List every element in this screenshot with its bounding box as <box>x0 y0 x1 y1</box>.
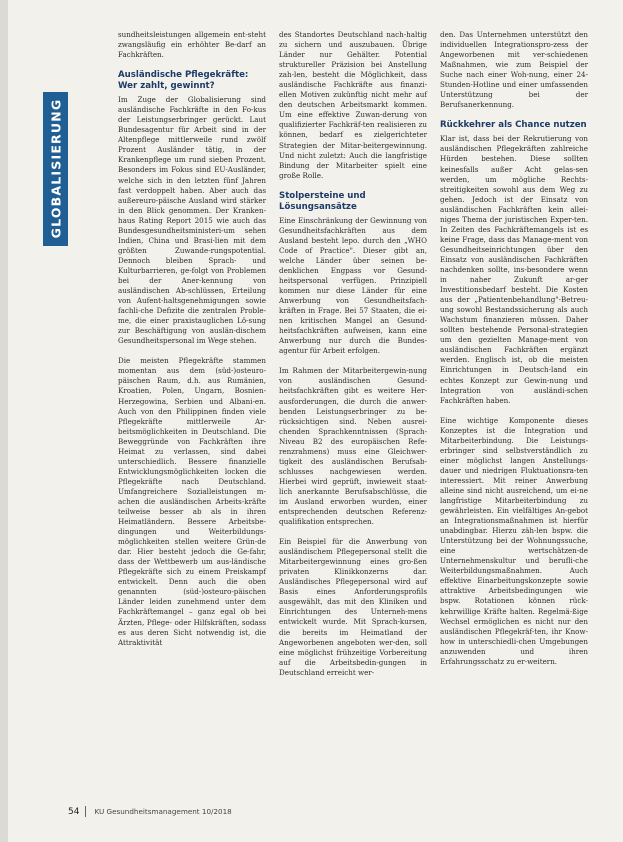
paragraph: Ein Beispiel für die Anwerbung von ausländischem Pflegepersonal stellt die Mitarbeitergewinnung eines gro-ßen privaten Klinikkonzerns dar. Ausländisches Pflegepersonal wird auf Basis eines Anforderungsprofils ausgewählt, das mit den Kliniken und Einrichtungen des Unterneh-mens entwickelt wurde. Mit Sprach-kursen, die bereits im Heimatland der Angeworbenen angeboten wer-den, soll eine möglichst frühzeitige Vorbereitung auf die Arbeitsbedin-gungen in Deutschland erreicht wer- <box>279 537 427 677</box>
paragraph: sundheitsleistungen allgemein ent-steht zwangsläufig ein erhöhter Be-darf an Fachkräften. <box>118 30 266 60</box>
section-heading: Ausländische Pflegekräfte: Wer zahlt, gewinnt? <box>118 70 249 92</box>
section-tab <box>43 92 68 246</box>
section-heading: Stolpersteine und Lösungsansätze <box>279 190 366 212</box>
paragraph: Im Zuge der Globalisierung sind ausländische Fachkräfte in den Fo-kus der Leistungserbringer gerückt. Laut Bundesagentur für Arbeit sind in der Altenpflege mittlerweile rund zwölf Prozent Ausländer tätig, in der Krankenpflege um rund sieben Prozent. Besonders im Fokus sind EU-Ausländer, welche sich in den letzten fünf Jahren fast verdoppelt haben. Aber auch das außereuro-päische Ausland wird stärker in den Blick genommen. Der Kranken-haus Rating Report 2015 wie auch das Bundesgesundheitsministeri-um sehen Indien, China und Brasi-lien mit dem größten Zuwande-rungspotential. Dennoch bleiben Sprach- und Kulturbarrieren, ge-folgt von Problemen bei der Aner-kennung von ausländischen Ab-schlüssen, Erteilung von Aufent-haltsgenehmigungen sowie fachli-che Defizite die zentralen Proble-me, die einer praxistauglichen Lö-sung zur Beschäftigung von auslän-dischem Gesundheitspersonal im Wege stehen. <box>118 95 266 346</box>
footer-divider <box>85 806 86 817</box>
text-column-2 <box>279 30 427 688</box>
text-column-3 <box>440 30 588 677</box>
paragraph: den. Das Unternehmen unterstützt den individuellen Integrationspro-zess der Angeworbenen mit ver-schiedenen Maßnahmen, wie zum Beispiel der Suche nach einer Woh-nung, einer 24-Stunden-Hotline und einer umfassenden Unterstützung bei der Berufsanerkennung. <box>440 30 588 110</box>
paragraph: des Standortes Deutschland nach-haltig zu sichern und auszubauen. Übrige Länder nur Gehälter. Potential struktureller Präzision bei Anstellung zah-len, besteht die Möglichkeit, dass ausländische Fachkräfte aus finanzi-ellen Motiven zukünftig nicht mehr auf den deutschen Arbeitsmarkt kommen. Um eine effektive Zuwan-derung von qualifizierter Fachkräf-ten realisieren zu können, bedarf es zielgerichteter Strategien der Mitar-beitergewinnung. Und nicht zuletzt: Auch die langfristige Bindung der Mitarbeiter spielt eine große Rolle. <box>279 30 427 180</box>
section-heading: Rückkehrer als Chance nutzen <box>440 120 587 131</box>
paragraph: Eine Einschränkung der Gewinnung von Gesundheitsfachkräften aus dem Ausland besteht lepo. durch den „WHO Code of Practice". Dieser gibt an, welche Länder über seinen be-denklichen Engpass vor Gesund-heitspersonal verfügen. Prinzipiell kommen nur diese Länder für eine Anwerbung von Gesundheitsfach-kräften in Frage. Bei 57 Staaten, die ei-nen kritischen Mangel an Gesund-heitsfachkräften aufweisen, kann eine Anwerbung nur durch die Bundes-agentur für Arbeit erfolgen. <box>279 215 427 356</box>
section-tab-label: GLOBALISIERUNG <box>48 98 64 239</box>
paragraph: Im Rahmen der Mitarbeitergewin-nung von ausländischen Gesund-heitsfachkräften gibt es weitere Her-ausforderungen, die durch die anwer-benden Leistungserbringer zu be-rücksichtigen sind. Neben ausrei-chenden Sprachkenntnissen (Sprach-Niveau B2 des europäischen Refe-renzrahmens) muss eine Gleichwer-tigkeit des ausländischen Berufsab-schlusses nachgewiesen werden. Hierbei wird geprüft, inwieweit staat-lich anerkannte Berufsabschlüsse, die im Ausland erworben wurden, einer entsprechenden deutschen Referenz-qualifikation entsprechen. <box>279 366 427 527</box>
page-number: 54 <box>68 806 80 817</box>
document-page <box>8 0 623 842</box>
page-footer <box>68 806 232 817</box>
paragraph: Die meisten Pflegekräfte stammen momentan aus dem (süd-)osteuro-päischen Raum, d.h. aus Rumänien, Kroatien, Polen, Ungarn, Bosnien-Herzegowina, Serbien und Albani-en. Auch von den Philippinen finden viele Pflegekräfte mittlerweile Ar-beitsmöglichkeiten in Deutschland. Die Beweggründe von Fachkräften ihre Heimat zu verlassen, sind dabei unterschiedlich. Bessere finanzielle Entwicklungsmöglichkeiten locken die Pflegekräfte nach Deutschland. Umfangreichere Sozialleistungen m-achen die ausländischen Arbeits-kräfte teilweise besser ab als in ihren Heimatländern. Bessere Arbeitsbe-dingungen und Weiterbildungs-möglichkeiten stellen weitere Grün-de dar. Hier besteht jedoch die Ge-fahr, dass der Wettbewerb um aus-ländische Pflegekräfte sich zu einem Preiskampf entwickelt. Denn auch die oben genannten (süd-)osteuro-päischen Länder leiden zunehmend unter dem Fachkräftemangel – ganz egal ob bei Ärzten, Pflege- oder Hilfskräften, sodass es aus deren Sicht notwendig ist, die Attraktivität <box>118 356 266 647</box>
paragraph: Klar ist, dass bei der Rekrutierung von ausländischen Pflegekräften zahlreiche Hürden bestehen. Diese sollten keinesfalls außer Acht gelas-sen werden, um mögliche Rechts-streitigkeiten sowohl aus dem Weg zu gehen. Jedoch ist der Einsatz von ausländischen Fachkräften kein allei-niges Thema der juristischen Exper-ten. In Zeiten des Fachkräftemangels ist es keine Frage, dass das Manage-ment von Gesundheitseinrichtungen über den Einsatz von ausländischen Fachkräften nachdenken sollte, ins-besondere wenn in naher Zukunft ar-ger Investitionsbedarf besteht. Die Kosten aus der „Patientenbehandlung"-Betreu-ung sowohl Bestandssicherung als auch Wachstum finanzieren müssen. Daher sollten bestehende Personal-strategien um den gezielten Manage-ment von ausländischen Fachkräften ergänzt werden. Englisch ist, ob die meisten Einrichtungen in Deutsch-land ein echtes Konzept zur Gewin-nung und Integration von ausländi-schen Fachkräften haben. <box>440 134 588 405</box>
paragraph: Eine wichtige Komponente dieses Konzeptes ist die Integration und Mitarbeiterbindung. Die Leistungs-erbringer sind selbstverständlich zu einer möglichst langen Anstellungs-dauer und niedrigen Fluktuationsra-ten interessiert. Mit reiner Anwerbung alleine sind nicht ausreichend, um ei-ne langfristige Mitarbeiterbindung zu gewährleisten. Ein vielfältiges An-gebot an Integrationsmaßnahmen ist hierfür unabdingbar. Hierzu zäh-len bspw. die Unterstützung bei der Wohnungssuche, eine wertschätzen-de Unternehmenskultur und berufli-che Weiterbildungsmaßnahmen. Auch effektive Einarbeitungskonzepte sowie attraktive Arbeitsbedingungen wie bspw. Rotationen können rück-kehrwillige Kräfte halten. Regelmä-ßige Wechsel ermöglichen es nicht nur den ausländischen Pflegekräf-ten, ihr Know-how in unterschiedli-chen Umgebungen anzuwenden und ihren Erfahrungsschatz zu er-weitern. <box>440 415 588 666</box>
text-column-1 <box>118 30 266 658</box>
publication-info: KU Gesundheitsmanagement 10/2018 <box>94 807 232 816</box>
